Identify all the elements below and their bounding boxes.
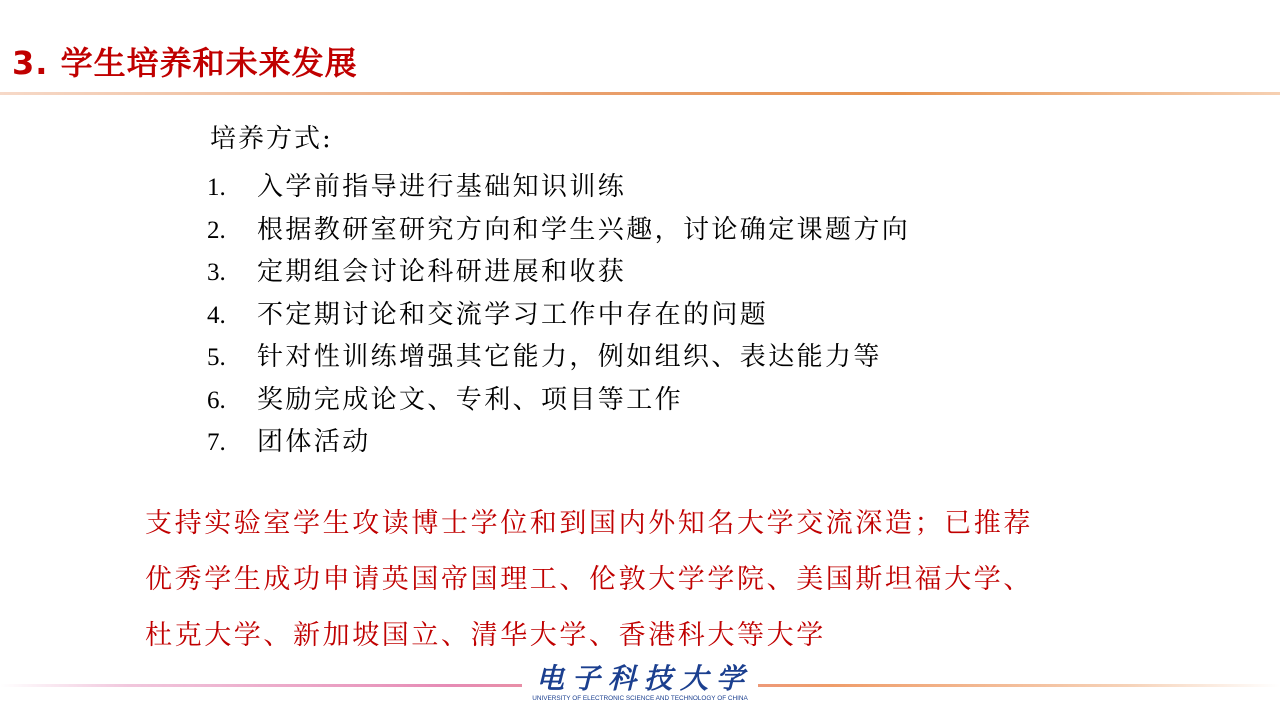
list-item-number: 7. xyxy=(207,429,226,456)
list-item-text: 针对性训练增强其它能力，例如组织、表达能力等 xyxy=(257,342,882,372)
list-item xyxy=(207,294,910,337)
logo-english-name: UNIVERSITY OF ELECTRONIC SCIENCE AND TECHNOLOGY OF CHINA xyxy=(532,695,748,702)
list-item-number: 2. xyxy=(207,216,226,244)
training-list xyxy=(207,166,910,464)
support-line: 支持实验室学生攻读博士学位和到国内外知名大学交流深造；已推荐 xyxy=(145,508,1033,539)
list-item xyxy=(207,421,910,464)
list-item xyxy=(207,209,910,252)
training-heading: 培养方式: xyxy=(210,124,333,154)
support-paragraph xyxy=(145,496,1125,664)
list-item-number: 6. xyxy=(207,386,226,414)
list-item-text: 奖励完成论文、专利、项目等工作 xyxy=(257,384,684,415)
title-divider xyxy=(0,92,1280,95)
list-item-text: 定期组会讨论科研进展和收获 xyxy=(257,257,627,287)
list-item-number: 1. xyxy=(207,174,226,201)
list-item-text: 根据教研室研究方向和学生兴趣，讨论确定课题方向 xyxy=(257,214,911,245)
slide-title: 3. 学生培养和未来发展 xyxy=(12,44,358,82)
list-item-number: 4. xyxy=(207,301,226,329)
support-line: 优秀学生成功申请英国帝国理工、伦敦大学学院、美国斯坦福大学、 xyxy=(145,564,1033,595)
list-item xyxy=(207,379,910,422)
list-item-text: 入学前指导进行基础知识训练 xyxy=(257,172,627,202)
list-item-number: 3. xyxy=(207,259,226,286)
list-item-text: 不定期讨论和交流学习工作中存在的问题 xyxy=(257,299,769,330)
logo-chinese-name: 电子科技大学 xyxy=(535,662,752,695)
list-item xyxy=(207,336,910,379)
support-line: 杜克大学、新加坡国立、清华大学、香港科大等大学 xyxy=(145,620,826,651)
list-item xyxy=(207,251,910,294)
list-item xyxy=(207,166,910,209)
list-item-number: 5. xyxy=(207,344,226,371)
university-logo xyxy=(522,664,758,710)
list-item-text: 团体活动 xyxy=(257,427,371,457)
